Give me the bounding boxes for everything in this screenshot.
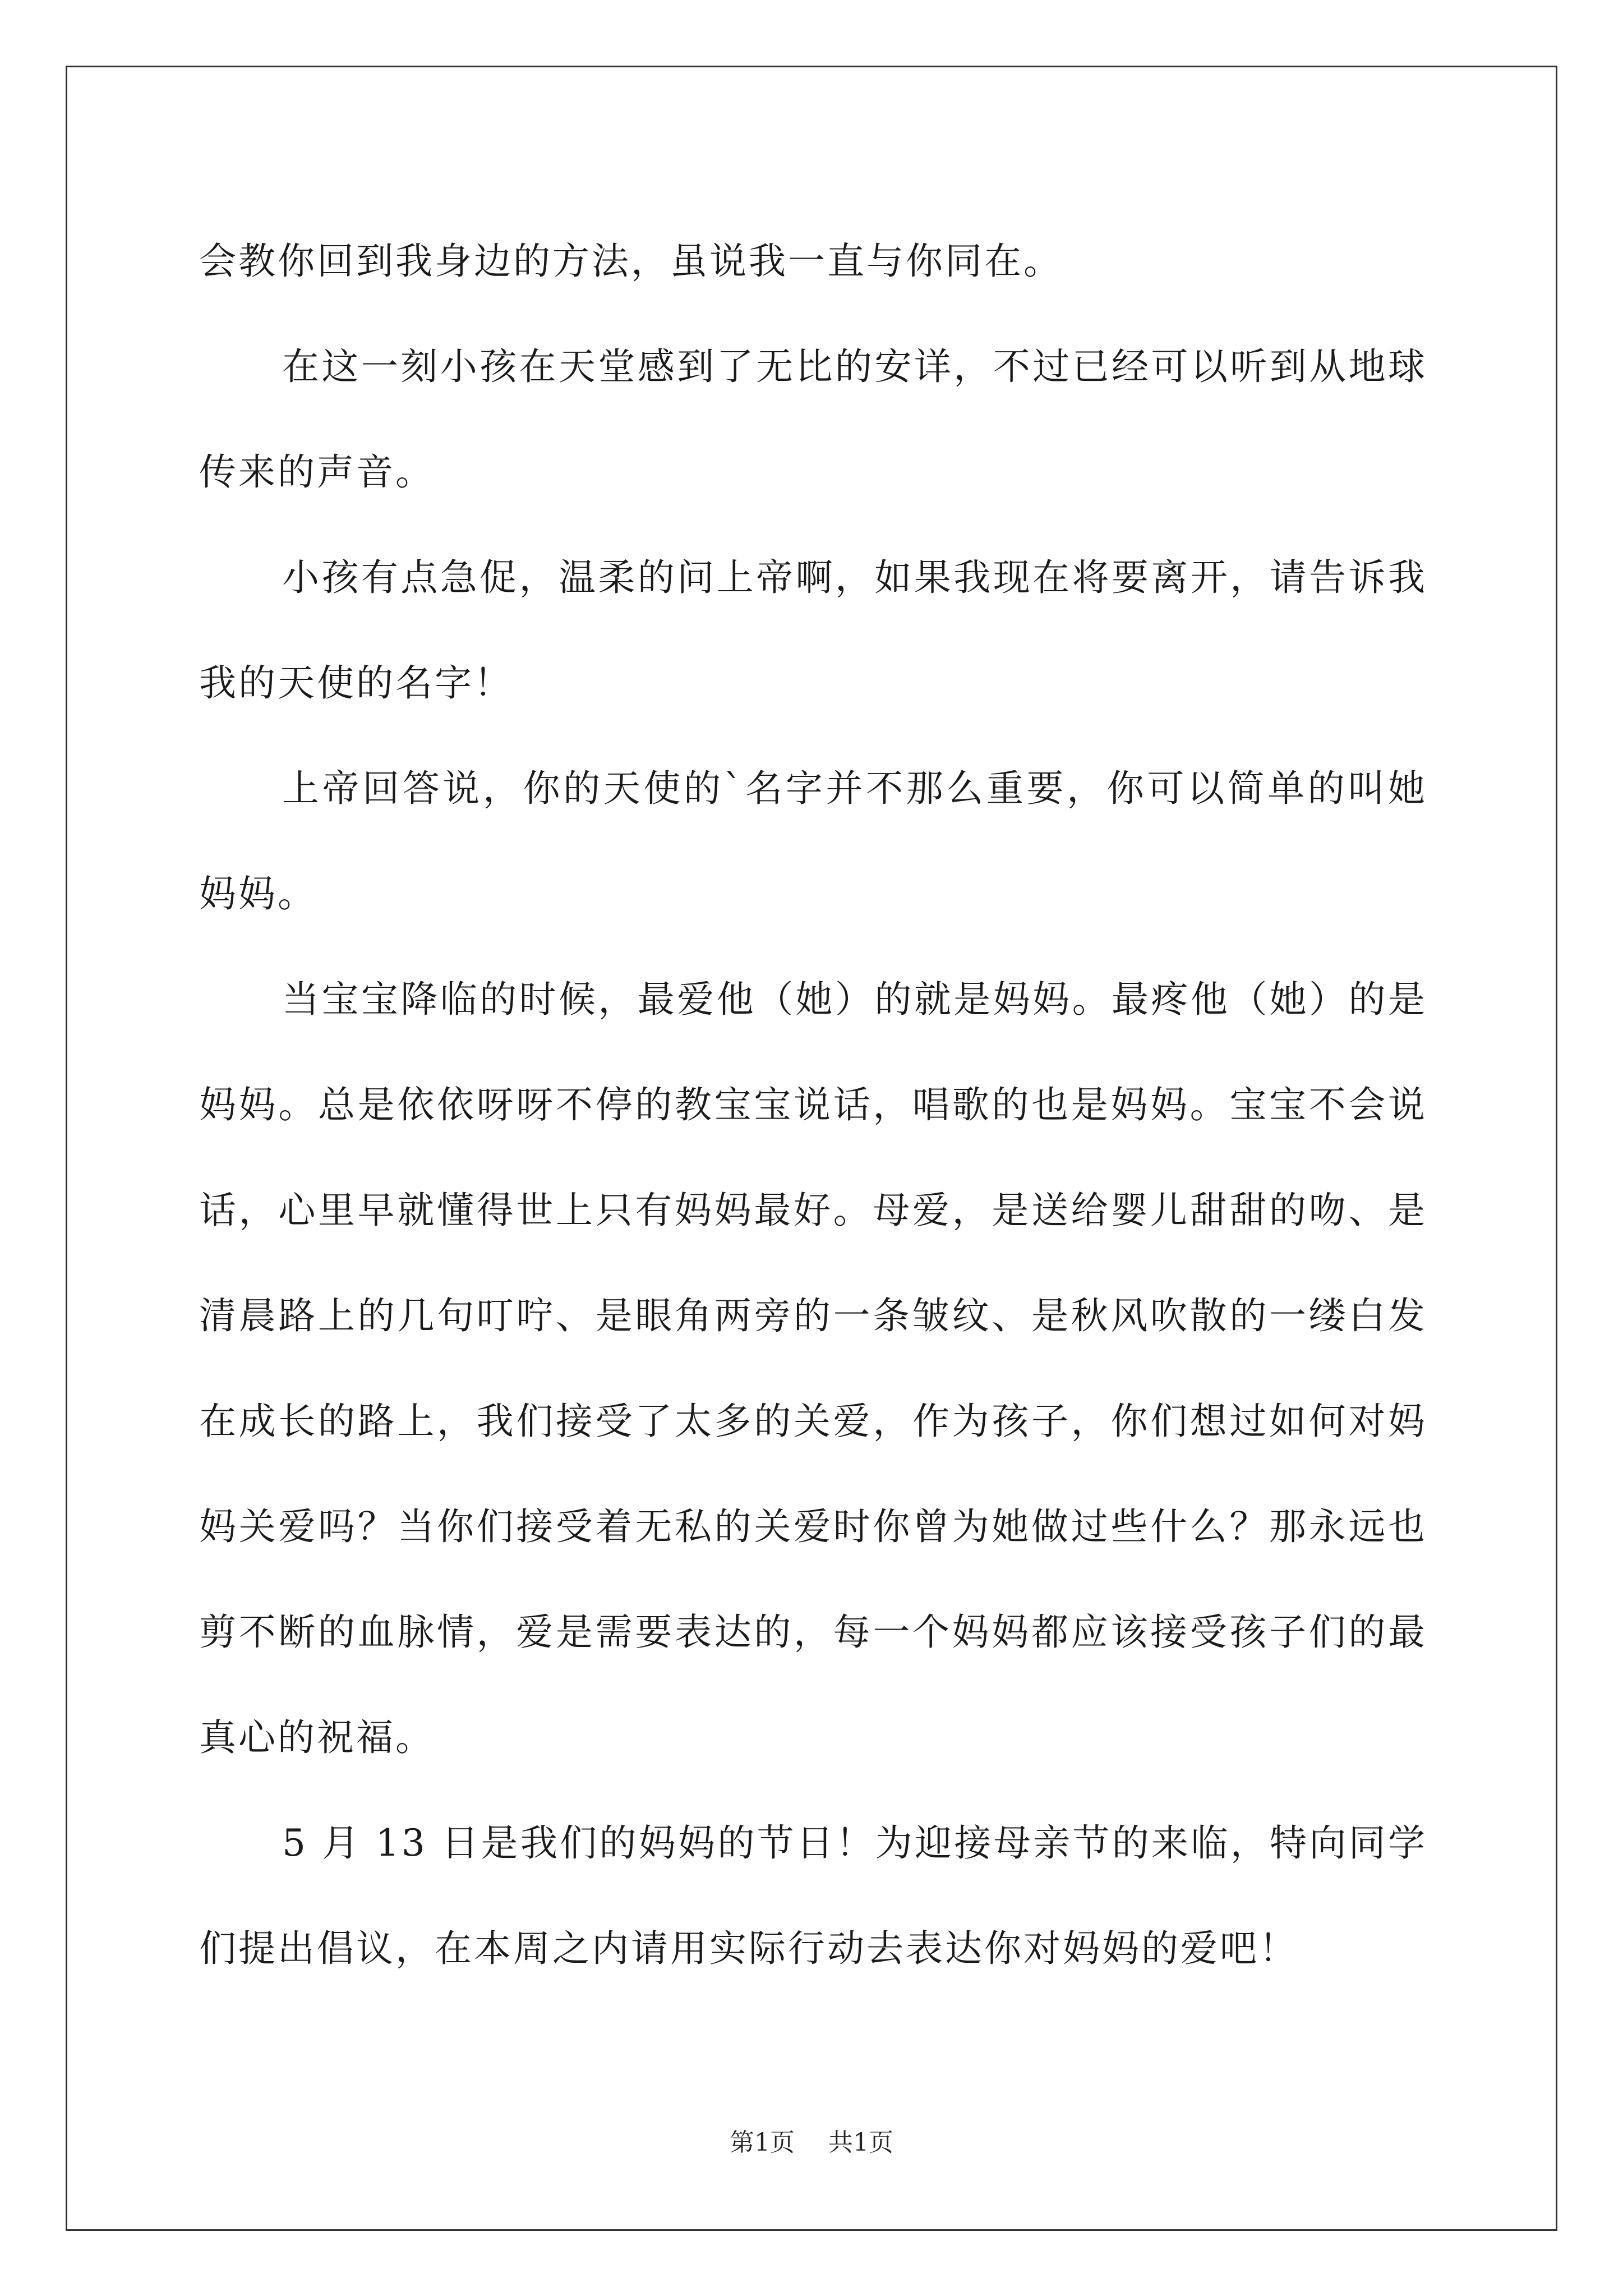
paragraph-4: 上帝回答说，你的天使的`名字并不那么重要，你可以简单的叫她妈妈。: [199, 767, 1427, 915]
paragraph-3: 小孩有点急促，温柔的问上帝啊，如果我现在将要离开，请告诉我我的天使的名字！: [199, 556, 1427, 705]
page-footer: [0, 2126, 1623, 2160]
paragraph-2: 在这一刻小孩在天堂感到了无比的安详，不过已经可以听到从地球传来的声音。: [199, 345, 1427, 494]
paragraph-1: 会教你回到我身边的方法，虽说我一直与你同在。: [199, 240, 1063, 283]
document-body: [199, 209, 1427, 2001]
paragraph-5: 当宝宝降临的时候，最爱他（她）的就是妈妈。最疼他（她）的是妈妈。总是依依呀呀不停的教宝宝说话，唱歌的也是妈妈。宝宝不会说话，心里早就懂得世上只有妈妈最好。母爱，是送给婴儿甜甜的吻、是清晨路上的几句叮咛、是眼角两旁的一条皱纹、是秋风吹散的一缕白发在成长的路上，我们接受了太多的关爱，作为孩子，你们想过如何对妈妈关爱吗？当你们接受着无私的关爱时你曾为她做过些什么？那永远也剪不断的血脉情，爱是需要表达的，每一个妈妈都应该接受孩子们的最真心的祝福。: [199, 978, 1427, 1759]
paragraph-6: 5 月 13 日是我们的妈妈的节日！为迎接母亲节的来临，特向同学们提出倡议，在本周之内请用实际行动去表达你对妈妈的爱吧！: [199, 1821, 1427, 1970]
page-number-current: 第1页: [730, 2128, 795, 2157]
page-number-total: 共1页: [828, 2128, 893, 2157]
